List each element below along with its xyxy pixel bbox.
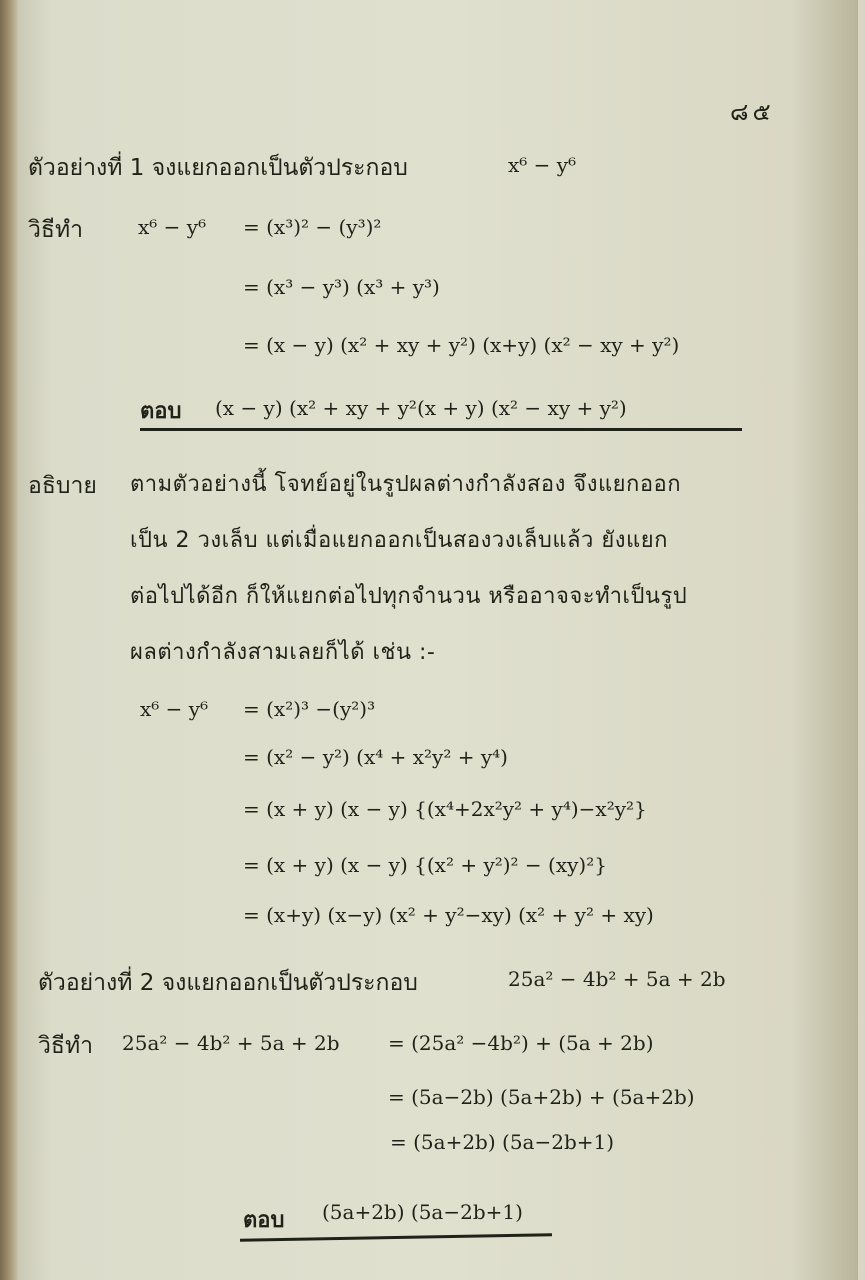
example1-answer-label: ตอบ	[140, 399, 182, 424]
page-number: ๘๕	[730, 98, 775, 126]
example1-step-1: = (x³)² − (y³)²	[243, 215, 382, 239]
example1-step-2: = (x³ − y³) (x³ + y³)	[243, 275, 440, 299]
explanation-line-3: ต่อไปได้อีก ก็ให้แยกต่อไปทุกจำนวน หรืออาจจะทำเป็นรูป	[130, 584, 688, 609]
explanation-line-2: เป็น 2 วงเล็บ แต่เมื่อแยกออกเป็นสองวงเล็บแล้ว ยังแยก	[130, 528, 668, 553]
example2-heading: ตัวอย่างที่ 2 จงแยกออกเป็นตัวประกอบ	[38, 970, 418, 996]
book-binding-edge	[0, 0, 18, 1280]
example2-answer: (5a+2b) (5a−2b+1)	[322, 1200, 523, 1224]
example2-step-2: = (5a−2b) (5a+2b) + (5a+2b)	[388, 1085, 695, 1109]
example1-answer-underline	[140, 428, 742, 431]
example1-answer: (x − y) (x² + xy + y²(x + y) (x² − xy + y²)	[215, 396, 627, 420]
example2-expression: 25a² − 4b² + 5a + 2b	[508, 967, 726, 991]
example1-method-label: วิธีทำ	[28, 217, 84, 243]
explanation-line-4: ผลต่างกำลังสามเลยก็ได้ เช่น :-	[130, 640, 436, 665]
explanation-lhs: x⁶ − y⁶	[140, 697, 209, 721]
example1-lhs: x⁶ − y⁶	[138, 215, 207, 239]
explanation-step-3: = (x + y) (x − y) {(x⁴+2x²y² + y⁴)−x²y²}	[243, 797, 647, 821]
example2-step-3: = (5a+2b) (5a−2b+1)	[390, 1130, 615, 1154]
example2-step-1: = (25a² −4b²) + (5a + 2b)	[388, 1031, 654, 1055]
explanation-label: อธิบาย	[28, 473, 97, 499]
explanation-step-1: = (x²)³ −(y²)³	[243, 697, 376, 721]
example2-method-label: วิธีทำ	[38, 1033, 94, 1059]
example1-expression: x⁶ − y⁶	[508, 153, 577, 177]
example1-heading: ตัวอย่างที่ 1 จงแยกออกเป็นตัวประกอบ	[28, 155, 408, 181]
explanation-step-5: = (x+y) (x−y) (x² + y²−xy) (x² + y² + xy)	[243, 903, 654, 927]
explanation-step-4: = (x + y) (x − y) {(x² + y²)² − (xy)²}	[243, 853, 607, 877]
example2-answer-label: ตอบ	[243, 1208, 285, 1233]
example1-step-3: = (x − y) (x² + xy + y²) (x+y) (x² − xy + y²)	[243, 333, 680, 357]
example2-lhs: 25a² − 4b² + 5a + 2b	[122, 1031, 340, 1055]
explanation-line-1: ตามตัวอย่างนี้ โจทย์อยู่ในรูปผลต่างกำลังสอง จึงแยกออก	[130, 472, 682, 497]
explanation-step-2: = (x² − y²) (x⁴ + x²y² + y⁴)	[243, 745, 508, 769]
